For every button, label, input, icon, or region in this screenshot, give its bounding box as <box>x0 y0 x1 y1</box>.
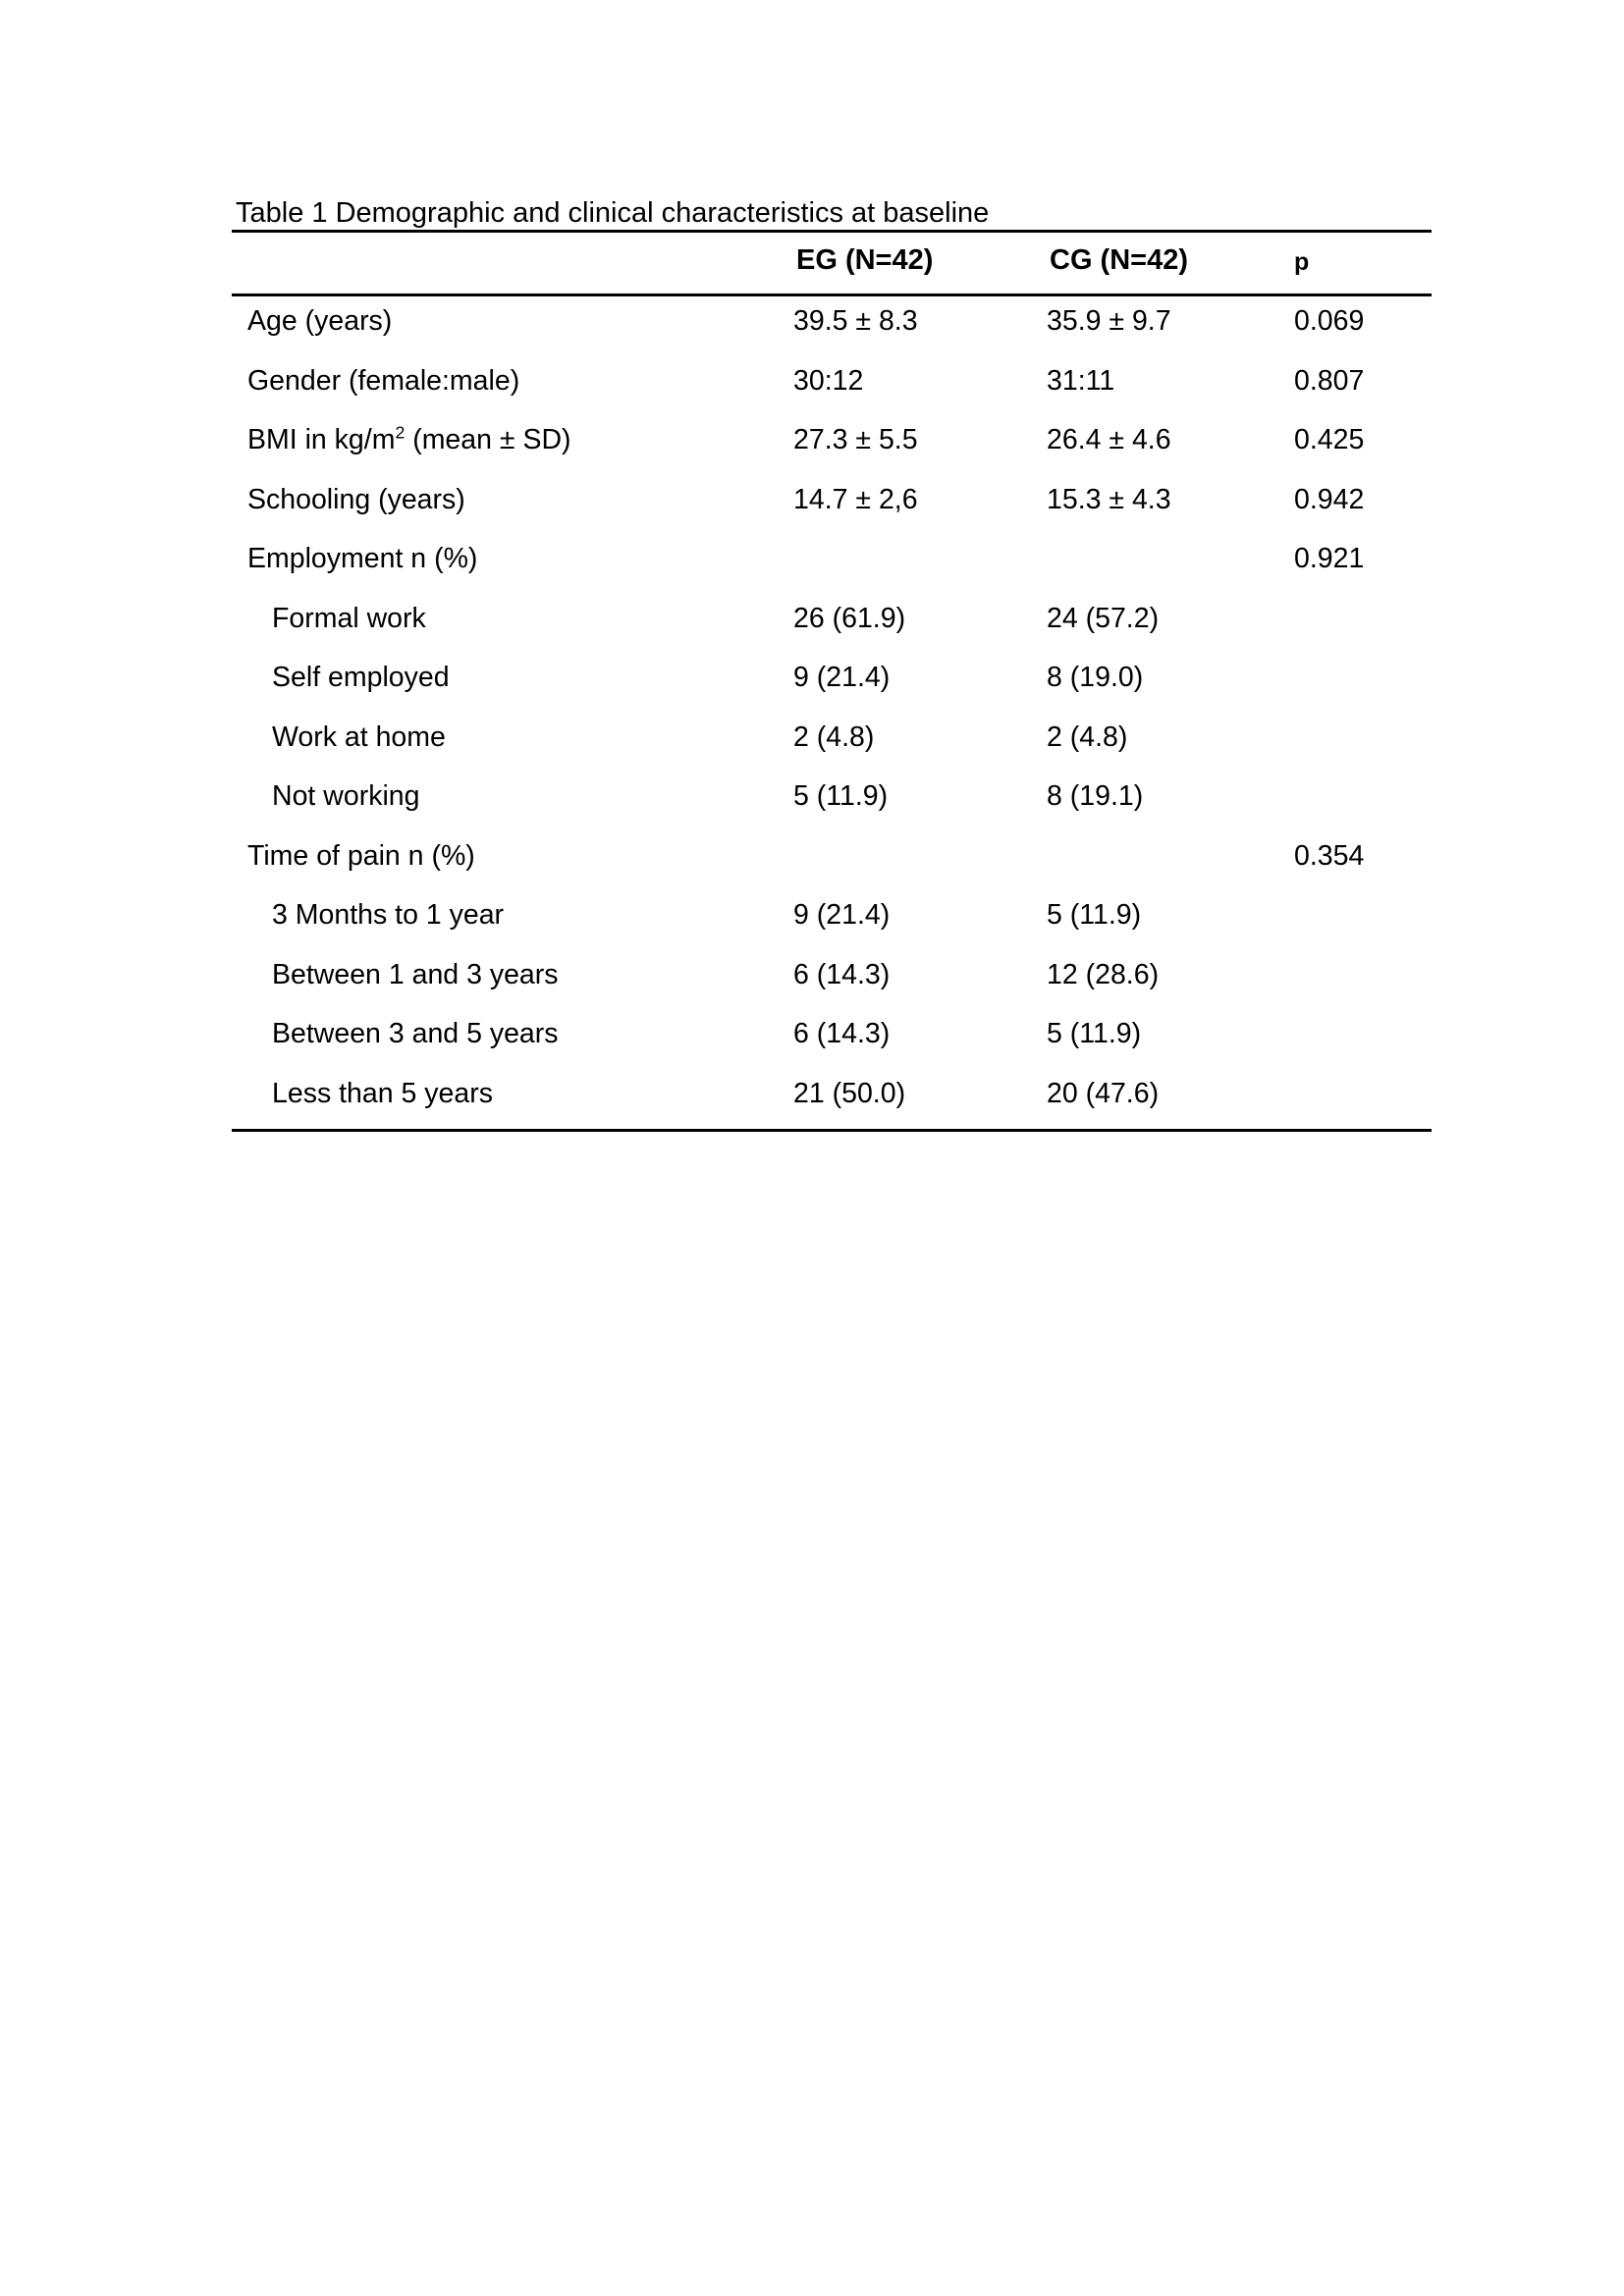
cg-value: 8 (19.1) <box>1047 780 1144 812</box>
cg-value: 5 (11.9) <box>1047 1018 1142 1049</box>
cg-value: 5 (11.9) <box>1047 899 1142 931</box>
row-label <box>232 898 793 950</box>
p-value: 0.942 <box>1294 483 1365 515</box>
header-cg: CG (N=42) <box>1050 244 1189 276</box>
row-label <box>232 364 793 416</box>
cg-value: 35.9 ± 9.7 <box>1047 305 1171 337</box>
p-value <box>1294 1017 1432 1069</box>
cg-value: 2 (4.8) <box>1047 721 1128 753</box>
cg-value: 15.3 ± 4.3 <box>1047 483 1171 515</box>
row-label-text: Time of pain n (%) <box>247 839 475 872</box>
cg-value: 8 (19.0) <box>1047 662 1144 693</box>
cg-value <box>1047 542 1294 594</box>
table-row <box>232 713 1432 773</box>
p-value: 0.354 <box>1294 839 1365 872</box>
eg-value: 14.7 ± 2,6 <box>793 483 918 515</box>
row-label <box>232 661 793 713</box>
baseline-characteristics-table <box>232 198 1432 1132</box>
row-label-text: Between 1 and 3 years <box>272 958 559 990</box>
row-label <box>232 1017 793 1069</box>
eg-value: 6 (14.3) <box>793 1018 891 1049</box>
row-label <box>232 304 793 356</box>
p-value <box>1294 661 1432 713</box>
eg-value: 21 (50.0) <box>793 1077 906 1109</box>
header-eg: EG (N=42) <box>796 244 934 276</box>
p-value <box>1294 779 1432 831</box>
eg-value: 30:12 <box>793 364 864 397</box>
cg-value: 26.4 ± 4.6 <box>1047 424 1171 455</box>
table-header-row <box>232 233 1432 296</box>
row-label-text: Self employed <box>272 662 450 693</box>
eg-value <box>793 839 1047 891</box>
p-value: 0.921 <box>1294 543 1365 574</box>
cg-value <box>1047 839 1294 891</box>
eg-value: 6 (14.3) <box>793 958 891 990</box>
table-row <box>232 534 1432 594</box>
table-row <box>232 415 1432 475</box>
table-row <box>232 653 1432 713</box>
p-value <box>1294 721 1432 773</box>
table-row <box>232 950 1432 1010</box>
cg-value: 20 (47.6) <box>1047 1077 1160 1109</box>
row-label-text: Work at home <box>272 721 446 753</box>
row-label-text: BMI in kg/m <box>247 424 396 455</box>
eg-value: 5 (11.9) <box>793 780 889 812</box>
eg-value: 2 (4.8) <box>793 721 875 753</box>
header-p: p <box>1294 248 1310 276</box>
p-value <box>1294 898 1432 950</box>
table-body <box>232 296 1432 1132</box>
table-row <box>232 772 1432 831</box>
row-label <box>232 542 793 594</box>
eg-value: 9 (21.4) <box>793 899 891 931</box>
row-label-text: Schooling (years) <box>247 483 465 515</box>
table-title: Table 1 Demographic and clinical characteristics at baseline <box>232 198 1432 233</box>
cg-value: 24 (57.2) <box>1047 602 1160 634</box>
table-row <box>232 831 1432 891</box>
p-value: 0.807 <box>1294 364 1365 397</box>
row-label <box>232 779 793 831</box>
table-row <box>232 1069 1432 1129</box>
row-label-text: Less than 5 years <box>272 1077 493 1109</box>
row-label-rest: (mean ± SD) <box>405 424 571 455</box>
row-label <box>232 602 793 654</box>
p-value: 0.425 <box>1294 424 1365 455</box>
table-row <box>232 296 1432 356</box>
table-row <box>232 890 1432 950</box>
eg-value <box>793 542 1047 594</box>
row-label-text: Between 3 and 5 years <box>272 1018 559 1049</box>
cg-value: 12 (28.6) <box>1047 958 1160 990</box>
row-label <box>232 1077 793 1129</box>
eg-value: 9 (21.4) <box>793 662 891 693</box>
p-value: 0.069 <box>1294 305 1365 337</box>
row-label-text: Not working <box>272 780 420 812</box>
eg-value: 27.3 ± 5.5 <box>793 424 918 455</box>
row-label <box>232 958 793 1010</box>
p-value <box>1294 602 1432 654</box>
p-value <box>1294 958 1432 1010</box>
row-label <box>232 839 793 891</box>
row-label-text: Gender (female:male) <box>247 364 520 397</box>
row-label <box>232 483 793 535</box>
eg-value: 26 (61.9) <box>793 602 906 634</box>
row-label <box>232 423 793 475</box>
table-row <box>232 356 1432 416</box>
p-value <box>1294 1077 1432 1129</box>
row-label-text: Employment n (%) <box>247 543 478 574</box>
row-label-text: Formal work <box>272 602 426 634</box>
row-label-text: 3 Months to 1 year <box>272 899 505 931</box>
row-label <box>232 721 793 773</box>
table-row <box>232 475 1432 535</box>
table-row <box>232 594 1432 654</box>
table-row <box>232 1009 1432 1069</box>
eg-value: 39.5 ± 8.3 <box>793 305 918 337</box>
header-label-spacer <box>232 243 793 294</box>
row-label-text: Age (years) <box>247 305 393 337</box>
cg-value: 31:11 <box>1047 364 1115 397</box>
row-label-superscript: 2 <box>395 422 406 443</box>
